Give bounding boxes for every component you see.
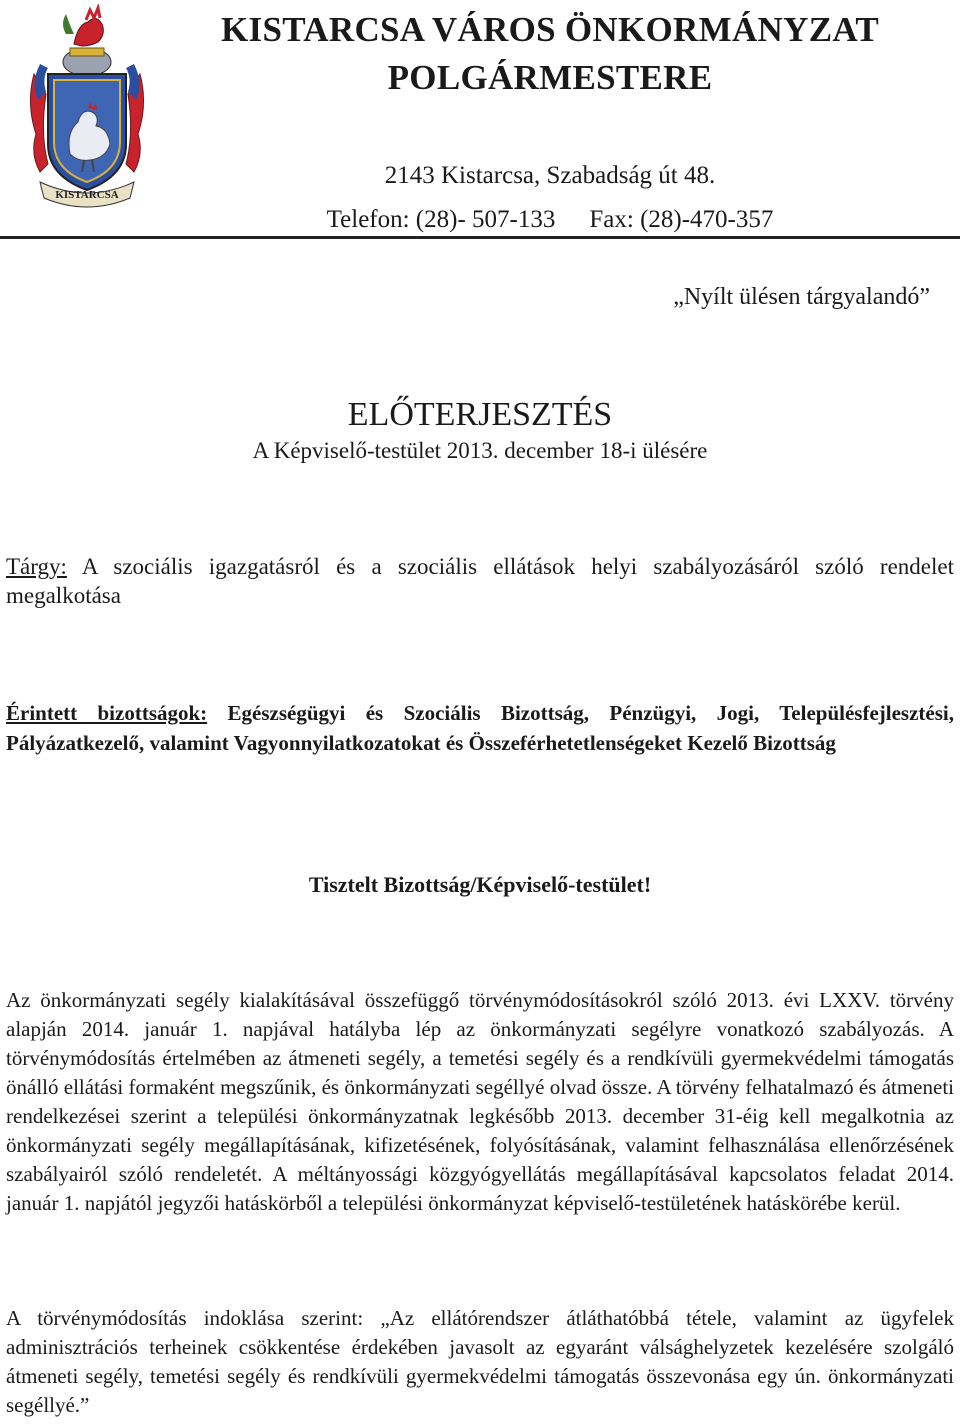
coat-of-arms-logo [26, 4, 148, 212]
subject-text: A szociális igazgatásról és a szociális ellátások helyi szabályozásáról szóló rendelet megalkotása [6, 554, 954, 608]
crest-icon [26, 4, 148, 212]
office-title-line1: KISTARCSA VÁROS ÖNKORMÁNYZAT [221, 10, 879, 49]
address: 2143 Kistarcsa, Szabadság út 48. [384, 162, 716, 189]
office-title-line2: POLGÁRMESTERE [387, 58, 713, 97]
public-session-note: „Nyílt ülésen tárgyalandó” [673, 284, 930, 310]
fax-number: Fax: (28)-470-357 [589, 206, 774, 233]
committees-text: Egészségügyi és Szociális Bizottság, Pénzügyi, Jogi, Településfejlesztési, Pályázatkezelő, valamint Vagyonnyilatkozatokat és Összeférhetetlenségeket Kezelő Bizottság [6, 701, 954, 755]
body-paragraph-1: Az önkormányzati segély kialakításával összefüggő törvénymódosításokról szóló 2013. évi LXXV. törvény alapján 2014. január 1. napjával hatályba lép az önkormányzati segélyre vonatkozó szabályozás. A törvénymódosítás értelmében az átmeneti segély, a temetési segély és a rendkívüli gyermekvédelmi támogatás önálló ellátási formaként megszűnik, és önkormányzati segéllyé olvad össze. A törvény felhatalmazó és átmeneti rendelkezései szerint a települési önkormányzatnak legkésőbb 2013. december 31-éig kell megalkotnia az önkormányzati segély megállapításának, kifizetésének, folyósításának, valamint felhasználása ellenőrzésének szabályairól szóló rendeletét. A méltányossági közgyógyellátás megállapításával kapcsolatos feladat 2014. január 1. napjától jegyzői hatáskörből a települési önkormányzat képviselő-testületének hatáskörébe kerül. [6, 988, 954, 1215]
committees-label: Érintett bizottságok: [6, 701, 208, 725]
phone-number: Telefon: (28)- 507-133 [326, 206, 556, 233]
header-divider [0, 236, 960, 239]
committees-paragraph [6, 698, 954, 758]
document-type-heading: ELŐTERJESZTÉS [347, 396, 613, 433]
contact-line [150, 204, 950, 236]
body-paragraph-2: A törvénymódosítás indoklása szerint: „Az ellátórendszer átláthatóbbá tétele, valamint az ügyfelek adminisztrációs terheinek csökkentése érdekében javasolt az egyaránt válsághelyzetek kezelésére szolgáló átmeneti segély, temetési segély és rendkívüli gyermekvédelmi támogatás összevonása egy ún. önkormányzati segéllyé.” [6, 1306, 954, 1417]
meeting-line: A Képviselő-testület 2013. december 18-i ülésére [252, 438, 708, 463]
subject-label: Tárgy: [6, 554, 67, 579]
svg-text:KISTARCSA: KISTARCSA [55, 189, 119, 201]
subject-paragraph [6, 552, 954, 610]
salutation: Tisztelt Bizottság/Képviselő-testület! [308, 872, 652, 897]
